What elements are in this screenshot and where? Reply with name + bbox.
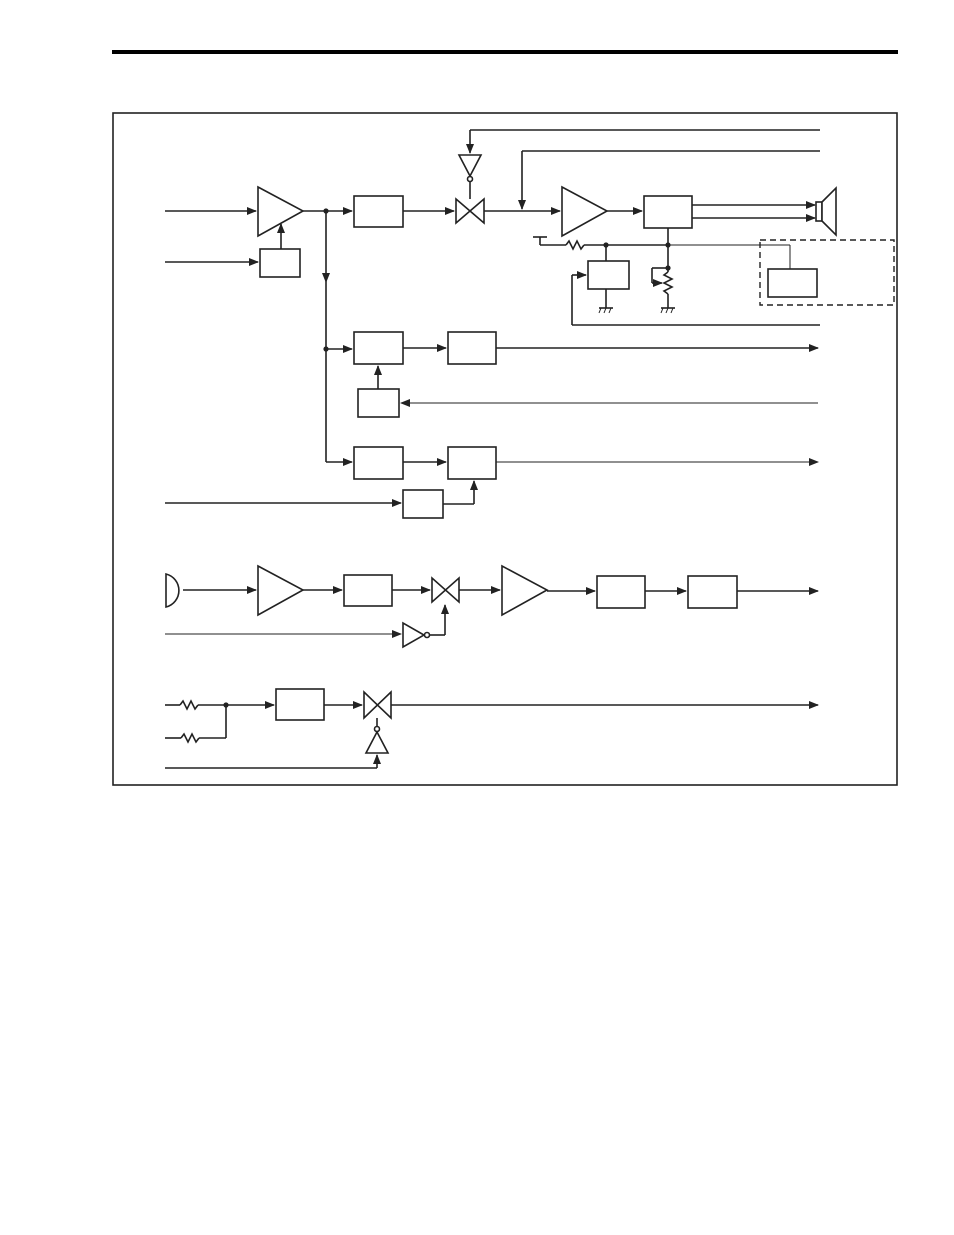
speaker-icon — [816, 202, 822, 221]
mic-inverter-bubble — [425, 633, 430, 638]
data-summing-block — [276, 689, 324, 720]
detector-1-control — [358, 389, 399, 417]
diagram-border — [113, 113, 897, 785]
detector-2-filter — [354, 447, 403, 479]
output-stage-block — [644, 196, 692, 228]
detector-1-filter — [354, 332, 403, 364]
detector-1-block — [448, 332, 496, 364]
limiter-block — [597, 576, 645, 608]
option-unit-block — [768, 269, 817, 297]
detector-2-control — [403, 490, 443, 518]
splatter-filter-block — [688, 576, 737, 608]
rx-filter-block — [354, 196, 403, 227]
gain-control-block — [260, 249, 300, 277]
detector-2-block — [448, 447, 496, 479]
volume-control-block — [588, 261, 629, 289]
mic-filter-block — [344, 575, 392, 606]
